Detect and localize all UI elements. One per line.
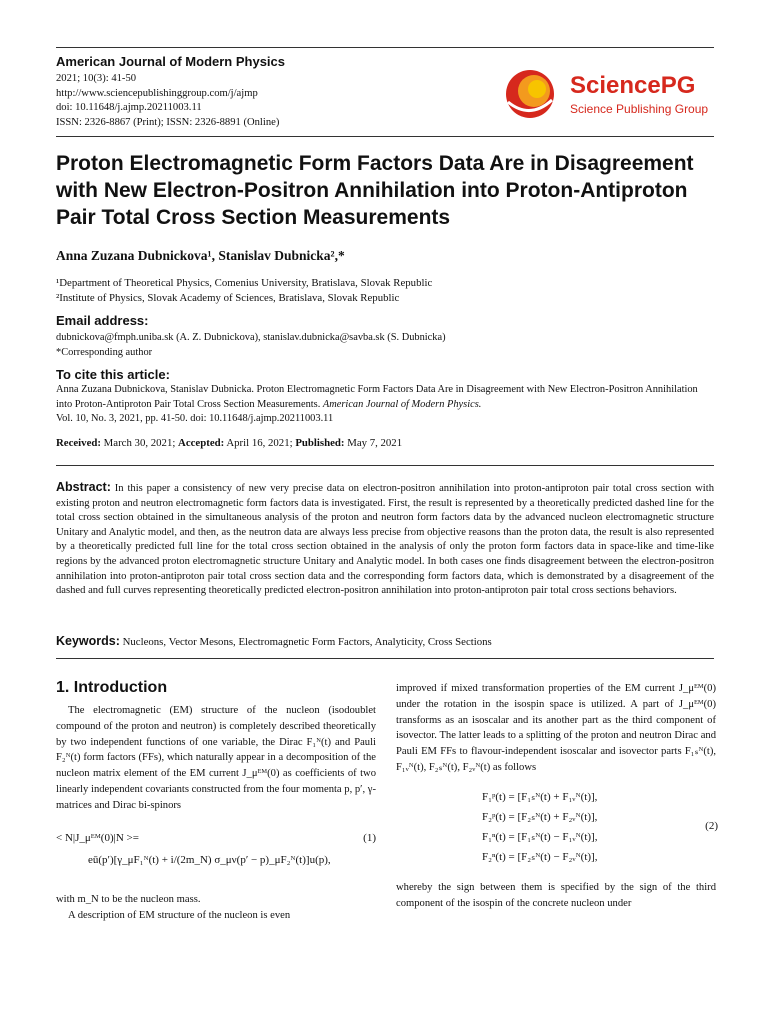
paragraph: improved if mixed transformation properties of the EM current J_μᴱᴹ(0) under the rotation in the isospin space is utilized. A part of J_μᴱᴹ(0) transforms as an isoscalar and its another part as the third component of isovector. The latter leads to a splitting of the proton and neutron Dirac and Pauli EM FFs to flavour-independent isoscalar and isovector parts F₁ₛᴺ(t), F₁ᵥᴺ(t), F₂ₛᴺ(t), F₂ᵥᴺ(t) as follows xyxy=(396,683,716,773)
affiliation: ²Institute of Physics, Slovak Academy of Sciences, Bratislava, Slovak Republic xyxy=(56,292,400,304)
abstract xyxy=(56,480,714,599)
received-date: March 30, 2021; xyxy=(103,437,176,449)
paragraph: The electromagnetic (EM) structure of the nucleon (isodoublet compound of the proton and neutron) is completely described theoretically by two independent functions of one variable, the Dirac F₁ᴺ(t) and Pauli F₂ᴺ(t) form factors (FFs), which naturally appear in a decomposition of the nucleon matrix element of the EM current J_μᴱᴹ(0) as coefficients of two linearly independent covariants constructed from the four momenta p, p′, γ-matrices and Dirac bi-spinors xyxy=(56,705,377,811)
citation-ref: Vol. 10, No. 3, 2021, pp. 41-50. doi: 10.11648/j.ajmp.20211003.11 xyxy=(56,413,334,425)
citation-journal: American Journal of Modern Physics. xyxy=(322,398,482,410)
equation-line: F₂ⁿ(t) = [F₂ₛᴺ(t) − F₂ᵥᴺ(t)], xyxy=(482,851,598,863)
citation xyxy=(56,383,716,427)
corresponding-author: *Corresponding author xyxy=(56,346,153,358)
column-left xyxy=(56,703,376,814)
meta-line: ISSN: 2326-8867 (Print); ISSN: 2326-8891 (Online) xyxy=(56,116,280,128)
equation-2 xyxy=(482,790,718,872)
published-label: Published: xyxy=(295,437,345,449)
column-right xyxy=(396,681,716,776)
received-label: Received: xyxy=(56,437,101,449)
abstract-text: In this paper a consistency of new very precise data on electron-positron annihilation into proton-antiproton pair total cross section with existing proton and neutron electromagnetic form factors data is investigated. First, the result is represented by a theoretically predicted dashed line for the total cross section obtained in the simultaneous analysis of the proton and neutron form factors data by the advanced nucleon electromagnetic structure Unitary and Analytic model, and then, as the neutron data are always less precise from objective reasons than the proton data, the result is also represented by a theoretically predicted full line for the total cross section obtained in the analysis of only the proton form factors data in space-like and time-like regions by the advanced proton electromagnetic structure Unitary and Analytic model. In both cases one finds disagreement between the electron-positron annihilation into proton-antiproton pair total cross section data and the corresponding form factors data, which is demonstrated by a disagreement of the dashed and full curves representing theoretically predicted electron-positron annihilation into proton-antiproton pair total cross sections behaviors. xyxy=(56,483,714,597)
keywords xyxy=(56,634,492,648)
equation-line: F₂ᵖ(t) = [F₂ₛᴺ(t) + F₂ᵥᴺ(t)], xyxy=(482,811,598,823)
journal-name: American Journal of Modern Physics xyxy=(56,54,286,69)
equation-number: (1) xyxy=(363,832,376,844)
authors: Anna Zuzana Dubnickova¹, Stanislav Dubnicka²,* xyxy=(56,248,345,263)
published-date: May 7, 2021 xyxy=(347,437,403,449)
equation-line: F₁ⁿ(t) = [F₁ₛᴺ(t) − F₁ᵥᴺ(t)], xyxy=(482,831,598,843)
journal-meta xyxy=(56,72,279,130)
paragraph: with m_N to be the nucleon mass. xyxy=(56,894,201,905)
paragraph: whereby the sign between them is specified by the sign of the third component of the isospin of the concrete nucleon under xyxy=(396,882,716,909)
paper-title: Proton Electromagnetic Form Factors Data Are in Disagreement with New Electron-Positron Annihilation into Proton-Antiproton Pair Total Cross Section Measurements xyxy=(56,152,694,229)
equation-1 xyxy=(56,832,376,882)
meta-line: doi: 10.11648/j.ajmp.20211003.11 xyxy=(56,102,202,114)
abstract-bottom-rule xyxy=(56,658,714,659)
column-right-bottom xyxy=(396,880,716,912)
top-rule xyxy=(56,47,714,48)
cite-heading: To cite this article: xyxy=(56,367,170,382)
equation-line: < N|J_μᴱᴹ(0)|N >= xyxy=(56,832,139,844)
abstract-top-rule xyxy=(56,465,714,466)
keywords-text: Nucleons, Vector Mesons, Electromagnetic Form Factors, Analyticity, Cross Sections xyxy=(122,636,492,648)
meta-line[interactable]: http://www.sciencepublishinggroup.com/j/ajmp xyxy=(56,87,258,99)
sciencepg-logo xyxy=(500,64,710,124)
abstract-label: Abstract: xyxy=(56,480,111,494)
keywords-label: Keywords: xyxy=(56,634,120,648)
equation-line: F₁ᵖ(t) = [F₁ₛᴺ(t) + F₁ᵥᴺ(t)], xyxy=(482,791,598,803)
email-block xyxy=(56,331,446,360)
equation-line: eū(p′)[γ_μF₁ᴺ(t) + i/(2m_N) σ_μν(p′ − p)_μF₂ᴺ(t)]u(p), xyxy=(88,854,331,866)
header-rule xyxy=(56,136,714,137)
email-addresses[interactable]: dubnickova@fmph.uniba.sk (A. Z. Dubnickova), stanislav.dubnicka@savba.sk (S. Dubnicka) xyxy=(56,332,446,343)
column-left-bottom xyxy=(56,892,376,924)
email-heading: Email address: xyxy=(56,313,149,328)
accepted-date: April 16, 2021; xyxy=(226,437,293,449)
affiliations xyxy=(56,276,432,306)
meta-line: 2021; 10(3): 41-50 xyxy=(56,73,137,84)
citation-text: Anna Zuzana Dubnickova, Stanislav Dubnicka. Proton Electromagnetic Form Factors Data Are in Disagreement with New Electron-Positron Annihilation into Proton-Antiproton Pair Total Cross Section Measurements. xyxy=(56,384,698,410)
logo-wordmark: SciencePG xyxy=(570,72,696,99)
dates-line xyxy=(56,437,402,449)
logo-subtext: Science Publishing Group xyxy=(570,102,709,116)
section-heading: 1. Introduction xyxy=(56,679,168,696)
paragraph: A description of EM structure of the nucleon is even xyxy=(68,909,291,921)
affiliation: ¹Department of Theoretical Physics, Comenius University, Bratislava, Slovak Republic xyxy=(56,277,433,289)
accepted-label: Accepted: xyxy=(178,437,225,449)
equation-number: (2) xyxy=(705,820,718,832)
